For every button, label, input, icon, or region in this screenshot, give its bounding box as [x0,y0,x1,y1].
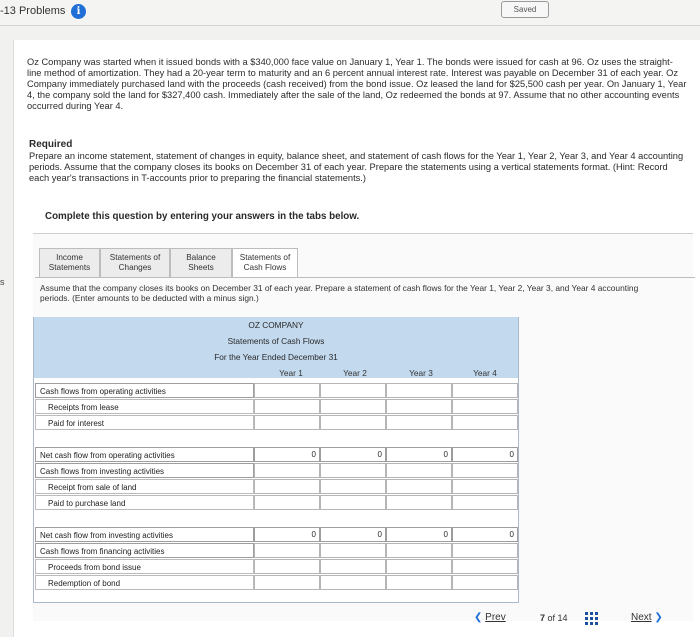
top-bar [0,0,700,26]
row-label-financing-heading: Cash flows from financing activities [35,543,254,558]
input-investing-heading-year-4[interactable] [452,463,518,478]
prev-label: Prev [485,612,506,623]
column-header-year-4: Year 4 [473,368,497,378]
tab-label-line2: Changes [118,263,152,272]
input-financing-heading-year-1[interactable] [254,543,320,558]
row-label-investing-heading: Cash flows from investing activities [35,463,254,478]
side-marker: s [0,277,5,287]
total-net-operating-year-2: 0 [320,447,386,462]
tab-label-line1: Income [56,253,83,262]
assumption-text: Assume that the company closes its books on December 31 of each year. Prepare a statement of cash flows for the Year 1, Year 2, Year 3, and Year 4 accounting periods. (Enter amounts to be deducted with a minus sign.) [40,283,639,303]
input-paid-interest-year-1[interactable] [254,415,320,430]
input-financing-heading-year-4[interactable] [452,543,518,558]
input-operating-heading-year-3[interactable] [386,383,452,398]
input-receipt-land-year-3[interactable] [386,479,452,494]
total-net-operating-year-1: 0 [254,447,320,462]
prev-button[interactable] [474,612,506,623]
input-receipts-lease-year-4[interactable] [452,399,518,414]
required-heading: Required [29,139,73,150]
tab-statements-of-changes[interactable] [100,248,170,278]
row-label-receipt-land: Receipt from sale of land [35,479,254,494]
input-receipt-land-year-1[interactable] [254,479,320,494]
input-paid-land-year-4[interactable] [452,495,518,510]
statement-period: For the Year Ended December 31 [214,352,338,362]
page-counter [540,613,568,623]
problem-title: -13 Problems [0,5,66,17]
input-operating-heading-year-4[interactable] [452,383,518,398]
company-name: OZ COMPANY [248,320,304,330]
tab-statements-of-cash-flows[interactable] [232,248,298,278]
row-label-receipts-lease: Receipts from lease [35,399,254,414]
input-financing-heading-year-3[interactable] [386,543,452,558]
input-proceeds-bond-year-2[interactable] [320,559,386,574]
input-investing-heading-year-2[interactable] [320,463,386,478]
row-label-paid-interest: Paid for interest [35,415,254,430]
problem-text: Oz Company was started when it issued bonds with a $340,000 face value on January 1, Year 1. The bonds were issued for cash at 96. Oz uses the straight-line method of amortization. They had a 20-year term to maturity and an 6 percent annual interest rate. Interest was payable on December 31 of each year. Oz Company immediately purchased land with the proceeds (cash received) from the bond issue. Oz leased the land for $25,500 cash per year. On January 1, Year 4, the company sold the land for $327,400 cash. Immediately after the sale of the land, Oz redeemed the bonds at 97. Assume that no other accounting events occurred during Year 4. [27,57,687,111]
total-net-investing-year-1: 0 [254,527,320,542]
info-icon[interactable]: i [71,4,86,19]
total-net-investing-year-4: 0 [452,527,518,542]
row-label-operating-heading: Cash flows from operating activities [35,383,254,398]
input-receipt-land-year-2[interactable] [320,479,386,494]
input-receipt-land-year-4[interactable] [452,479,518,494]
saved-badge: Saved [501,1,549,18]
input-investing-heading-year-1[interactable] [254,463,320,478]
input-receipts-lease-year-2[interactable] [320,399,386,414]
next-label: Next [631,612,652,623]
row-label-paid-land: Paid to purchase land [35,495,254,510]
tab-label-line1: Statements of [109,253,161,262]
input-paid-land-year-2[interactable] [320,495,386,510]
input-paid-interest-year-2[interactable] [320,415,386,430]
input-receipts-lease-year-1[interactable] [254,399,320,414]
row-label-net-operating: Net cash flow from operating activities [35,447,254,462]
input-operating-heading-year-1[interactable] [254,383,320,398]
column-header-year-1: Year 1 [279,368,303,378]
input-paid-land-year-1[interactable] [254,495,320,510]
tab-label-line2: Statements [48,263,91,272]
page-of: of 14 [547,613,568,623]
chevron-left-icon: ❮ [474,612,483,623]
input-redemption-bond-year-1[interactable] [254,575,320,590]
chevron-right-icon: ❯ [654,612,663,623]
column-header-year-3: Year 3 [409,368,433,378]
input-financing-heading-year-2[interactable] [320,543,386,558]
total-net-operating-year-3: 0 [386,447,452,462]
tab-income-statements[interactable] [39,248,100,278]
page-current: 7 [540,613,546,623]
next-button[interactable] [631,612,663,623]
instruction-text: Complete this question by entering your answers in the tabs below. [45,211,360,222]
statement-title: Statements of Cash Flows [227,336,325,346]
input-proceeds-bond-year-4[interactable] [452,559,518,574]
row-label-redemption-bond: Redemption of bond [35,575,254,590]
column-header-year-2: Year 2 [343,368,367,378]
input-redemption-bond-year-3[interactable] [386,575,452,590]
input-redemption-bond-year-4[interactable] [452,575,518,590]
input-proceeds-bond-year-1[interactable] [254,559,320,574]
input-investing-heading-year-3[interactable] [386,463,452,478]
grid-icon[interactable] [585,612,599,626]
input-operating-heading-year-2[interactable] [320,383,386,398]
total-net-investing-year-3: 0 [386,527,452,542]
input-paid-interest-year-4[interactable] [452,415,518,430]
required-text: Prepare an income statement, statement of changes in equity, balance sheet, and statement of cash flows for the Year 1, Year 2, Year 3, and Year 4 accounting periods. Assume that the company closes its books on December 31 of each year. Prepare the statements using a vertical statements format. (Hint: Record each year's transactions in T-accounts prior to preparing the financial statements.) [29,151,684,183]
tab-label-line2: Sheets [188,263,214,272]
total-net-operating-year-4: 0 [452,447,518,462]
input-redemption-bond-year-2[interactable] [320,575,386,590]
row-label-net-investing: Net cash flow from investing activities [35,527,254,542]
input-proceeds-bond-year-3[interactable] [386,559,452,574]
tab-divider [35,277,695,278]
input-receipts-lease-year-3[interactable] [386,399,452,414]
tab-label-line1: Statements of [239,253,291,262]
tab-label-line1: Balance [186,253,216,262]
total-net-investing-year-2: 0 [320,527,386,542]
input-paid-land-year-3[interactable] [386,495,452,510]
row-label-proceeds-bond: Proceeds from bond issue [35,559,254,574]
tab-label-line2: Cash Flows [243,263,287,272]
tab-balance-sheets[interactable] [170,248,232,278]
input-paid-interest-year-3[interactable] [386,415,452,430]
